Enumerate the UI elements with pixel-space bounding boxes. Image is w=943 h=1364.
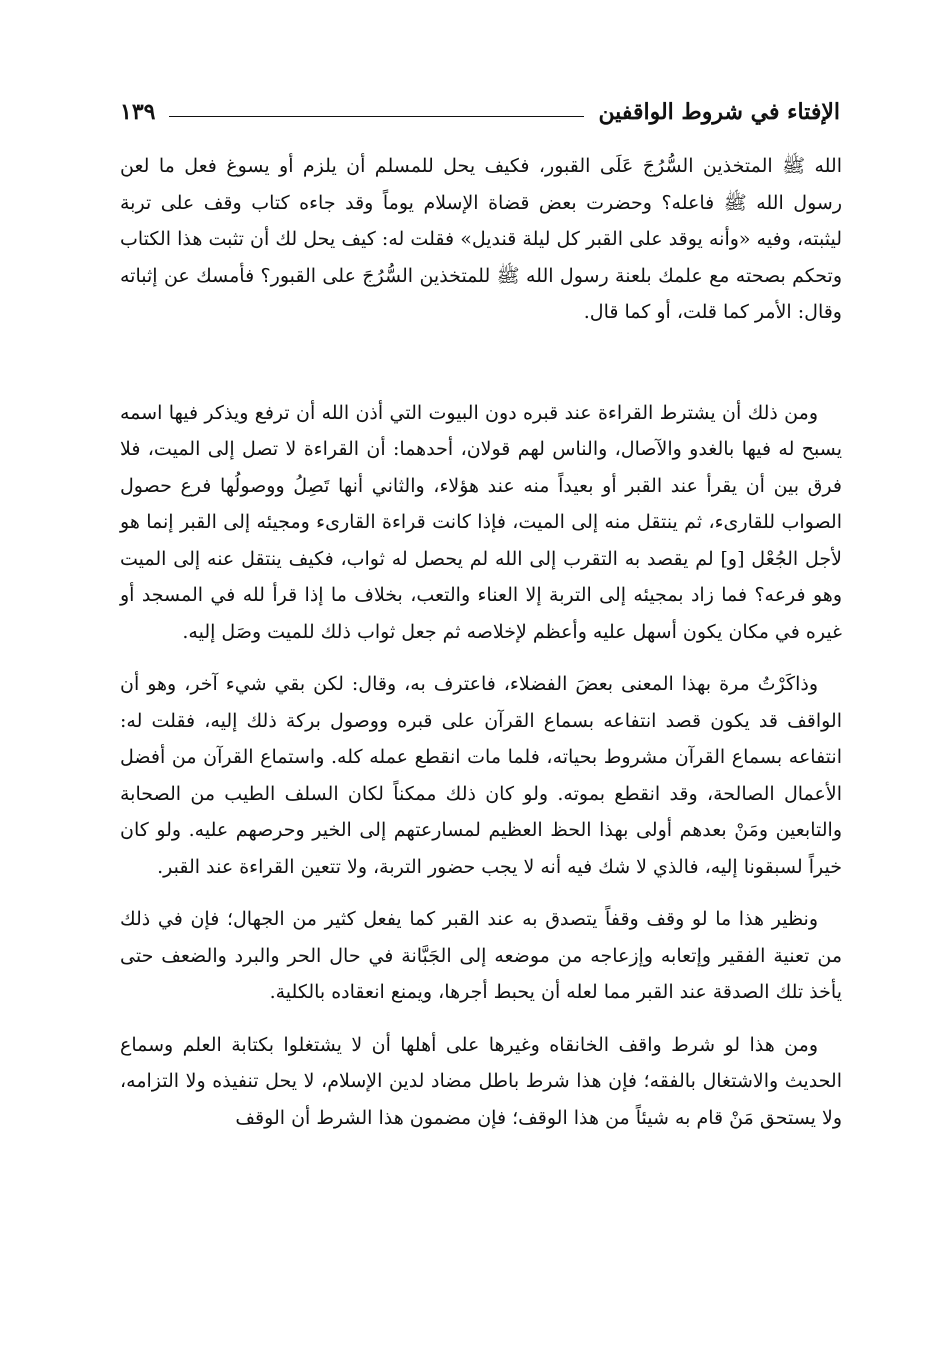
header-rule [169,116,584,117]
page-number: ١٣٩ [120,99,156,125]
running-header [120,92,840,132]
body-text [120,148,842,1136]
paragraph-khanqah-condition: ومن هذا لو شرط واقف الخانقاه وغيرها على أهلها أن لا يشتغلوا بكتابة العلم وسماع الحديث والاشتغال بالفقه؛ فإن هذا شرط باطل مضاد لدين الإسلام، لا يحل تنفيذه ولا التزامه، ولا يستحق مَنْ قام به شيئاً من هذا الوقف؛ فإن مضمون هذا الشرط أن الوقف [120,1033,842,1129]
paragraph-recitation-at-grave: ومن ذلك أن يشترط القراءة عند قبره دون البيوت التي أذن الله أن ترفع ويذكر فيها اسمه يسبح له فيها بالغدو والآصال، والناس لهم قولان، أحدهما: أن القراءة لا تصل إلى الميت، فلا فرق بين أن يقرأ عند القبر أو بعيداً منه عند هؤلاء، والثاني أنها تَصِلُ ووصولُها فرع حصول الصواب للقارىء، ثم ينتقل منه إلى الميت، فإذا كانت قراءة القارىء ومجيئه إلى القبر إنما هو لأجل الجُعْل [و] لم يقصد به التقرب إلى الله لم يحصل له ثواب، فكيف ينتقل عنه إلى الميت وهو فرعه؟ فما زاد بمجيئه إلى التربة إلا العناء والتعب، بخلاف ما إذا قرأ لله في المسجد أو غيره في مكان يكون أسهل عليه وأعظم لإخلاصه ثم جعل ثواب ذلك للميت وصَل إليه. [120,401,843,643]
paragraph-discussion: وذاكَرْتُ مرة بهذا المعنى بعضَ الفضلاء، فاعترف به، وقال: لكن بقي شيء آخر، وهو أن الواقف قد يكون قصد انتفاعه بسماع القرآن على قبره ووصول بركة ذلك إليه، فقلت له: انتفاعه بسماع القرآن مشروط بحياته، فلما مات انقطع عمله كله. واستماع القرآن من أفضل الأعمال الصالحة، وقد انقطع بموته. ولو كان ذلك ممكناً لكان السلف الطيب من الصحابة والتابعين ومَنْ بعدهم أولى بهذا الحظ العظيم لمسارعتهم إلى الخير وحرصهم عليه. ولو كان خيراً لسبقونا إليه، فالذي لا شك فيه أنه لا يجب حضور التربة، ولا تتعين القراءة عند القبر. [120,673,842,878]
header-title: الإفتاء في شروط الواقفين [598,99,840,125]
paragraph-continuation: الله ﷺ المتخذين السُّرُجَ عَلَى القبور، فكيف يحل للمسلم أن يلزم أو يسوغ فعل ما لعن رسول الله ﷺ فاعله؟ وحضرت بعض قضاة الإسلام يوماً وقد جاءه كتاب وقف على تربة ليثبته، وفيه «وأنه يوقد على القبر كل ليلة قنديل» فقلت له: كيف يحل لك أن تثبت هذا الكتاب وتحكم بصحته مع علمك بلعنة رسول الله ﷺ للمتخذين السُّرُجَ على القبور؟ فأمسك عن إثباته وقال: الأمر كما قلت، أو كما قال. [120,155,842,323]
paragraph-charity-at-grave: ونظير هذا ما لو وقف وقفاً يتصدق به عند القبر كما يفعل كثير من الجهال؛ فإن في ذلك من تعنية الفقير وإتعابه وإزعاجه من موضعه إلى الجَبَّانة في حال الحر والبرد والضعف حتى يأخذ تلك الصدقة عند القبر مما لعله أن يحبط أجرها، ويمنع انعقاده بالكلية. [120,908,842,1003]
